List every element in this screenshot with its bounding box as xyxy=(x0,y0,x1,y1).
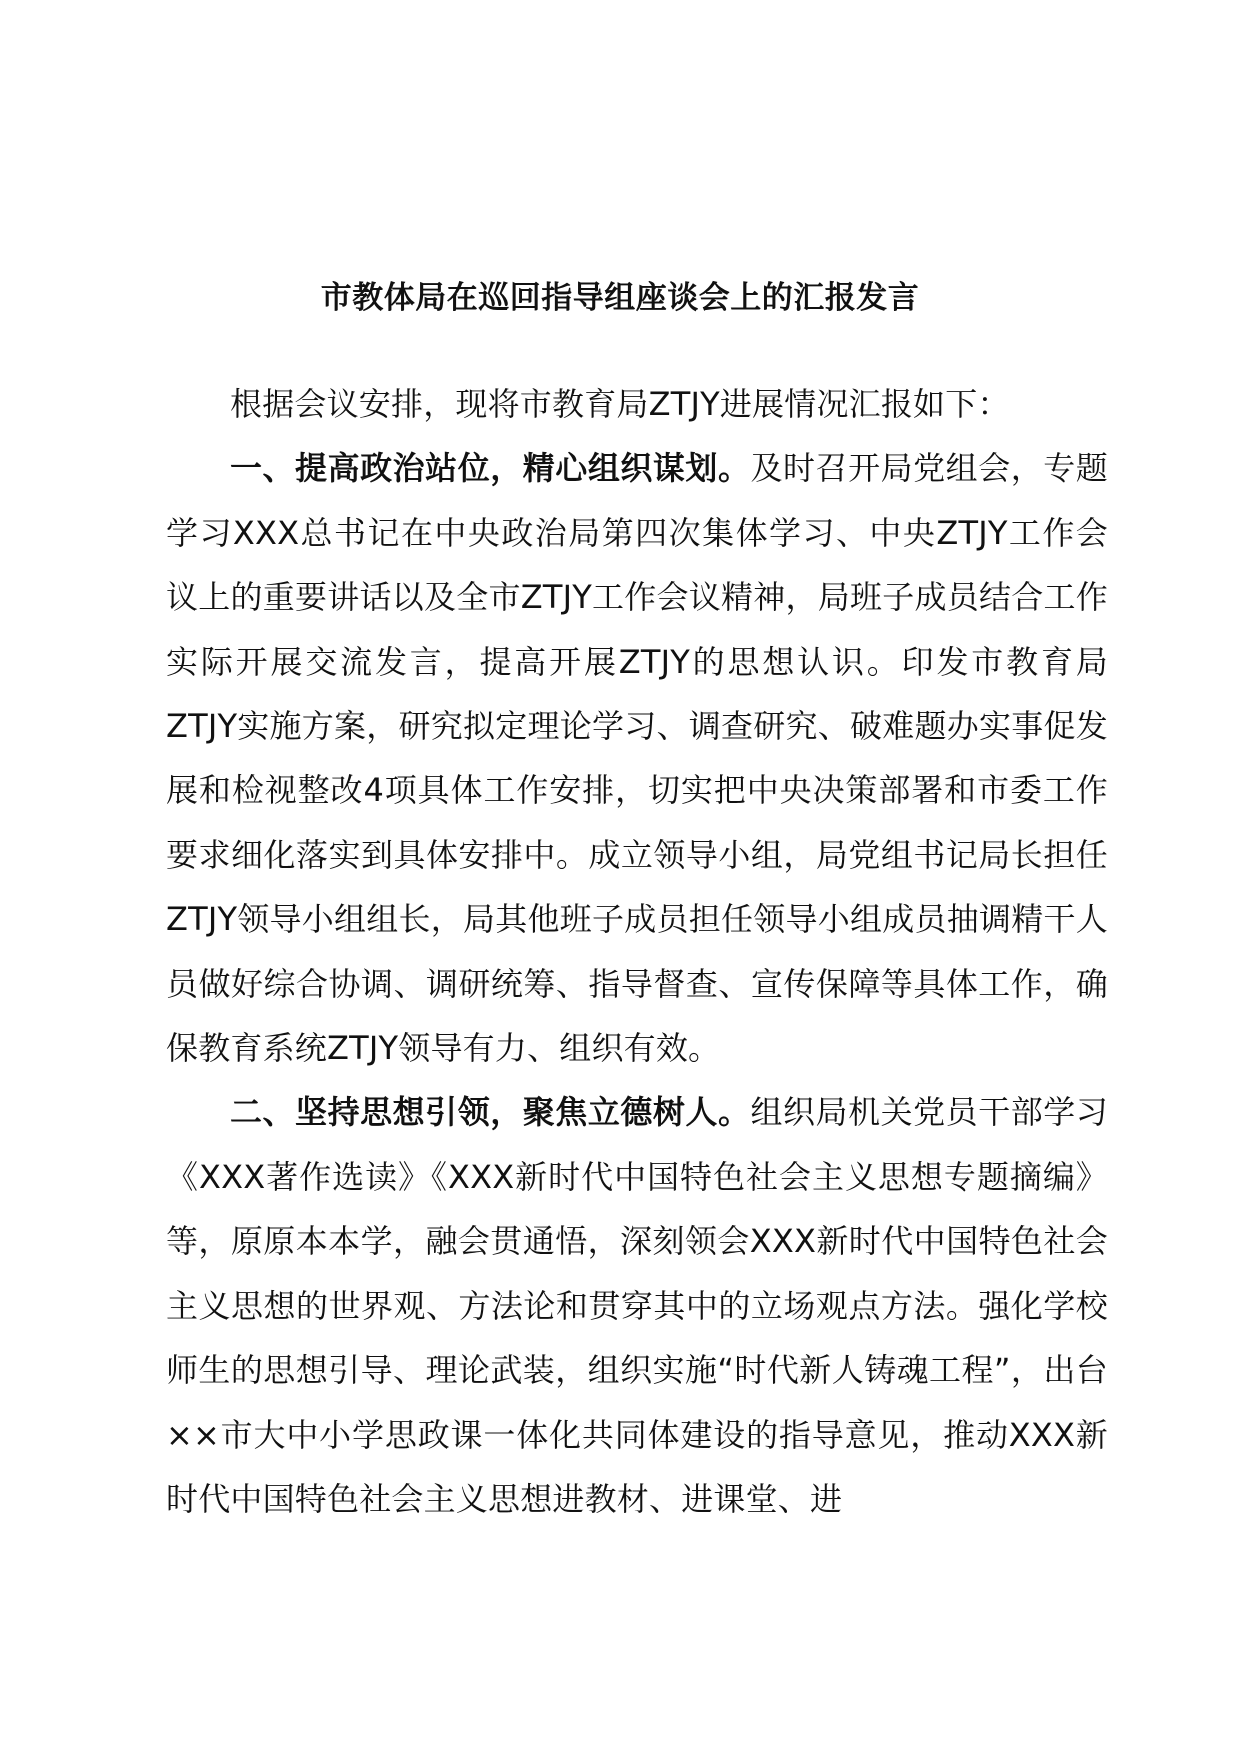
section-1-heading: 一、提高政治站位，精心组织谋划。 xyxy=(230,449,751,488)
section-1-text: 及时召开局党组会，专题学习XXX总书记在中央政治局第四次集体学习、中央ZTJY工作会议上的重要讲话以及全市ZTJY工作会议精神，局班子成员结合工作实际开展交流发言，提高开展ZTJY的思想认识。印发市教育局ZTJY实施方案，研究拟定理论学习、调查研究、破难题办实事促发展和检视整改4项具体工作安排，切实把中央决策部署和市委工作要求细化落实到具体安排中。成立领导小组，局党组书记局长担任ZTJY领导小组组长，局其他班子成员担任领导小组成员抽调精干人员做好综合协调、调研统筹、指导督查、宣传保障等具体工作，确保教育系统ZTJY领导有力、组织有效。 xyxy=(166,449,1109,1068)
section-1-paragraph xyxy=(166,436,1108,1080)
section-2-paragraph xyxy=(166,1080,1108,1531)
section-2-heading: 二、坚持思想引领，聚焦立德树人。 xyxy=(230,1093,751,1132)
document-body xyxy=(166,372,1108,1531)
document-title: 市教体局在巡回指导组座谈会上的汇报发言 xyxy=(320,280,920,316)
intro-paragraph: 根据会议安排，现将市教育局ZTJY进展情况汇报如下： xyxy=(230,385,1010,423)
section-2-text: 组织局机关党员干部学习《XXX著作选读》《XXX新时代中国特色社会主义思想专题摘编》等，原原本本学，融会贯通悟，深刻领会XXX新时代中国特色社会主义思想的世界观、方法论和贯穿其中的立场观点方法。强化学校师生的思想引导、理论武装，组织实施“时代新人铸魂工程”，出台××市大中小学思政课一体化共同体建设的指导意见，推动XXX新时代中国特色社会主义思想进教材、进课堂、进 xyxy=(166,1093,1109,1518)
